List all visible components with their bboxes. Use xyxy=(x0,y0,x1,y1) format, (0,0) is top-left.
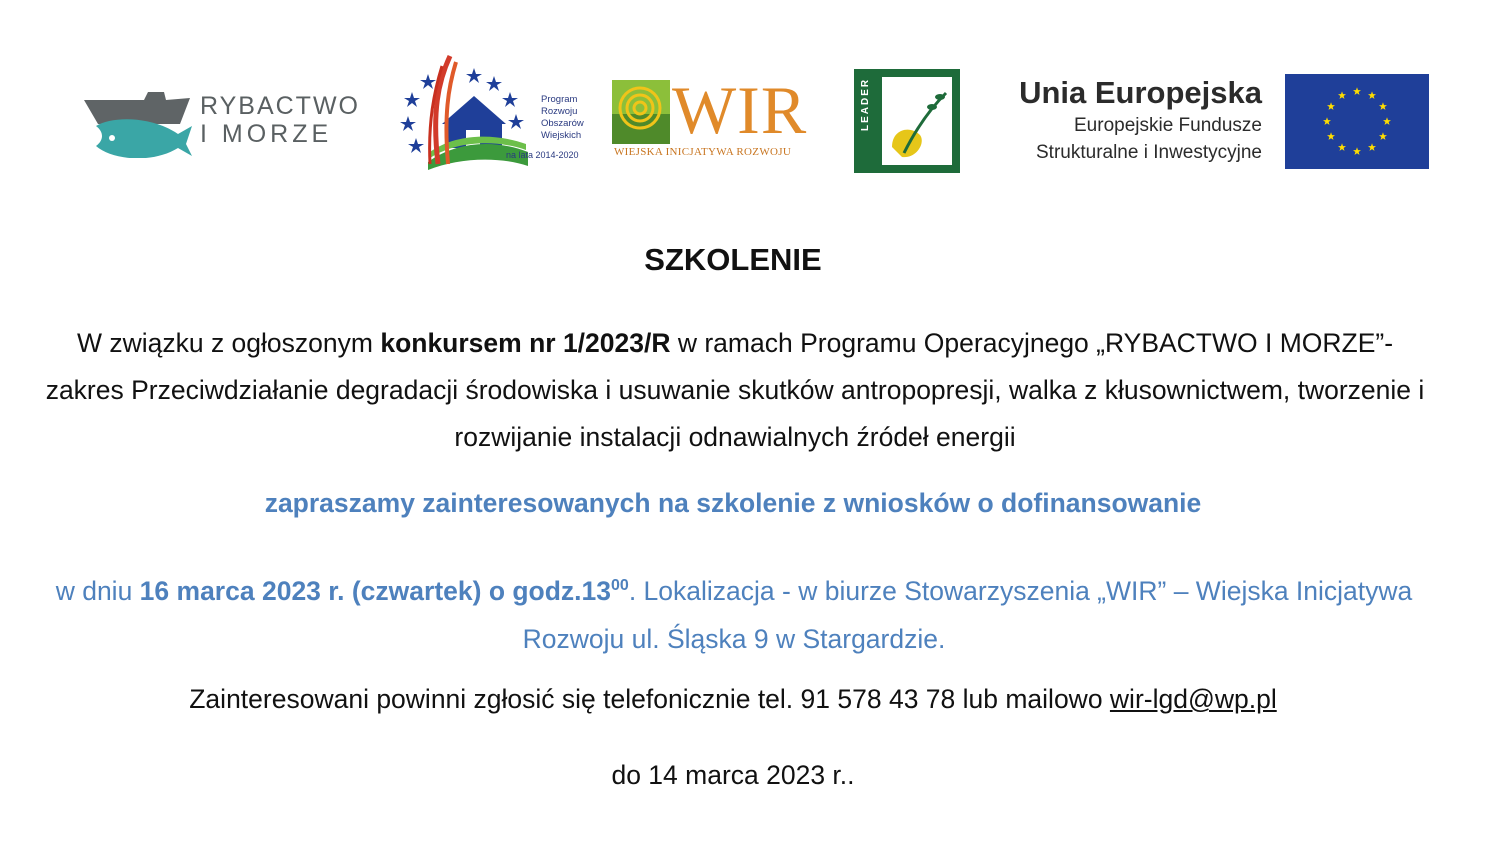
date-time: 16 marca 2023 r. (czwartek) o godz.13 xyxy=(139,576,612,606)
rybactwo-i-morze-logo xyxy=(82,86,372,158)
contact-line xyxy=(0,684,1466,715)
prow-years: na lata 2014-2020 xyxy=(506,150,579,160)
prow-line-1: Program xyxy=(541,94,578,105)
date-pre: w dniu xyxy=(55,576,140,606)
prow-text xyxy=(541,94,584,142)
wir-subtitle: WIEJSKA INICJATYWA ROZWOJU xyxy=(614,146,792,158)
rybactwo-text xyxy=(200,92,360,148)
time-minutes: 00 xyxy=(611,577,629,594)
wir-word: WIR xyxy=(672,72,808,148)
prow-logo xyxy=(398,52,594,172)
intro-text-post: w ramach Programu Operacyjnego „RYBACTWO I MORZE”- zakres Przeciwdziałanie degradacji środowiska i usuwanie skutków antropopresji, walka z kłusownictwem, tworzenie i rozwijanie instalacji odnawialnych źródeł energii xyxy=(45,328,1425,452)
rybactwo-line2: I MORZE xyxy=(200,120,333,148)
ue-text-logo xyxy=(966,74,1262,174)
ue-subtitle-line2: Strukturalne i Inwestycyjne xyxy=(1036,142,1262,163)
intro-text-pre: W związku z ogłoszonym xyxy=(76,328,381,358)
fish-boat-icon xyxy=(82,86,194,158)
prow-line-2: Rozwoju xyxy=(541,106,578,117)
rybactwo-line1: RYBACTWO xyxy=(200,92,360,120)
ue-title: Unia Europejska xyxy=(1019,75,1262,110)
logo-bar xyxy=(0,0,1492,200)
page-title: SZKOLENIE xyxy=(644,242,822,277)
wir-spiral-icon xyxy=(612,80,672,146)
leader-label: LEADER xyxy=(860,77,871,131)
location-text: . Lokalizacja - w biurze Stowarzyszenia „WIR” – Wiejska Inicjatywa Rozwoju ul. Śląska 9 w Stargardzie. xyxy=(522,576,1413,654)
invitation-line: zapraszamy zainteresowanych na szkolenie z wniosków o dofinansowanie xyxy=(264,488,1202,518)
email-link[interactable]: wir-lgd@wp.pl xyxy=(1109,684,1277,714)
intro-paragraph xyxy=(40,320,1430,461)
ue-subtitle-line1: Europejskie Fundusze xyxy=(1074,115,1262,136)
prow-line-3: Obszarów xyxy=(541,118,584,129)
leader-logo xyxy=(854,69,960,173)
prow-line-4: Wiejskich xyxy=(541,130,582,141)
competition-number: konkursem nr 1/2023/R xyxy=(380,328,671,358)
eu-flag-logo xyxy=(1285,74,1429,169)
date-location-paragraph xyxy=(20,562,1448,663)
contact-text: Zainteresowani powinni zgłosić się telefonicznie tel. 91 578 43 78 lub mailowo xyxy=(189,684,1110,714)
deadline-line: do 14 marca 2023 r.. xyxy=(611,760,855,790)
wir-logo xyxy=(612,72,834,162)
eu-flag-icon xyxy=(1285,74,1429,169)
